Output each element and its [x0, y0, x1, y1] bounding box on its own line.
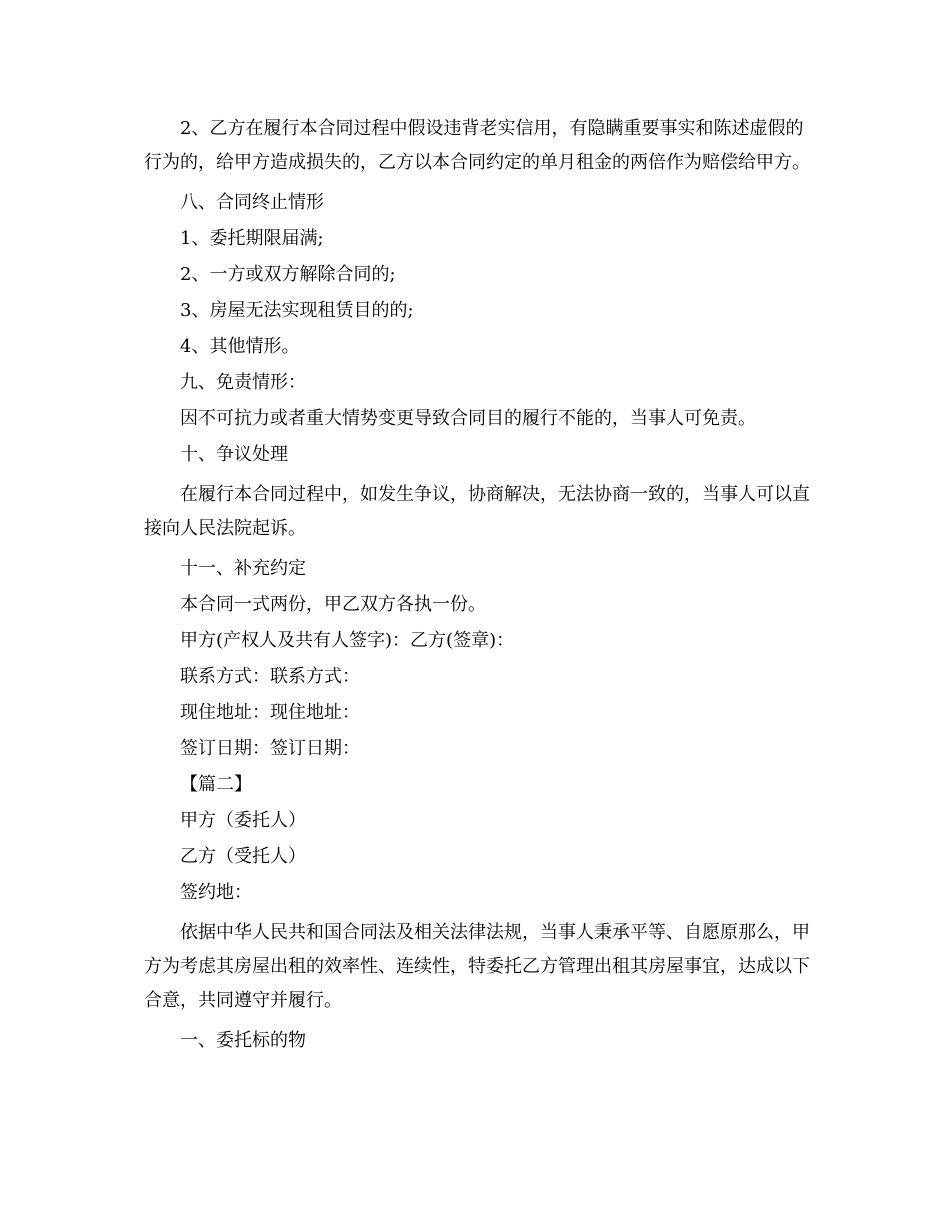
date-line: 签订日期：签订日期：	[180, 738, 360, 759]
list-item-termination-3: 3、房屋无法实现租赁目的的;	[180, 300, 414, 321]
document-body	[144, 112, 812, 1064]
paragraph-exemption: 因不可抗力或者重大情势变更导致合同目的履行不能的，当事人可免责。	[180, 408, 756, 429]
list-item-termination-2: 2、一方或双方解除合同的;	[180, 264, 396, 285]
heading-dispute: 十、争议处理	[180, 444, 288, 465]
paragraph-clause-7-2: 2、乙方在履行本合同过程中假设违背老实信用，有隐瞒重要事实和陈述虚假的行为的，给甲方造成损失的，乙方以本合同约定的单月租金的两倍作为赔偿给甲方。	[144, 118, 810, 173]
list-item-termination-1: 1、委托期限届满;	[180, 228, 324, 249]
section-title-part-2: 【篇二】	[180, 774, 252, 795]
heading-subject-matter: 一、委托标的物	[180, 1030, 306, 1051]
paragraph-preamble: 依据中华人民共和国合同法及相关法律法规，当事人秉承平等、自愿原那么，甲方为考虑其房屋出租的效率性、连续性，特委托乙方管理出租其房屋事宜，达成以下合意，共同遵守并履行。	[144, 922, 810, 1011]
address-line: 现住地址：现住地址：	[180, 702, 360, 723]
contact-line: 联系方式：联系方式：	[180, 666, 360, 687]
signing-place-line: 签约地：	[180, 882, 252, 903]
heading-supplement: 十一、补充约定	[180, 558, 306, 579]
heading-termination: 八、合同终止情形	[180, 192, 324, 213]
party-b-line: 乙方（受托人）	[180, 846, 306, 867]
signature-line: 甲方(产权人及共有人签字)：乙方(签章)：	[180, 630, 515, 651]
paragraph-dispute: 在履行本合同过程中，如发生争议，协商解决，无法协商一致的，当事人可以直接向人民法院起诉。	[144, 484, 810, 539]
party-a-line: 甲方（委托人）	[180, 810, 306, 831]
paragraph-copies: 本合同一式两份，甲乙双方各执一份。	[180, 594, 486, 615]
list-item-termination-4: 4、其他情形。	[180, 336, 300, 357]
heading-exemption: 九、免责情形：	[180, 372, 306, 393]
